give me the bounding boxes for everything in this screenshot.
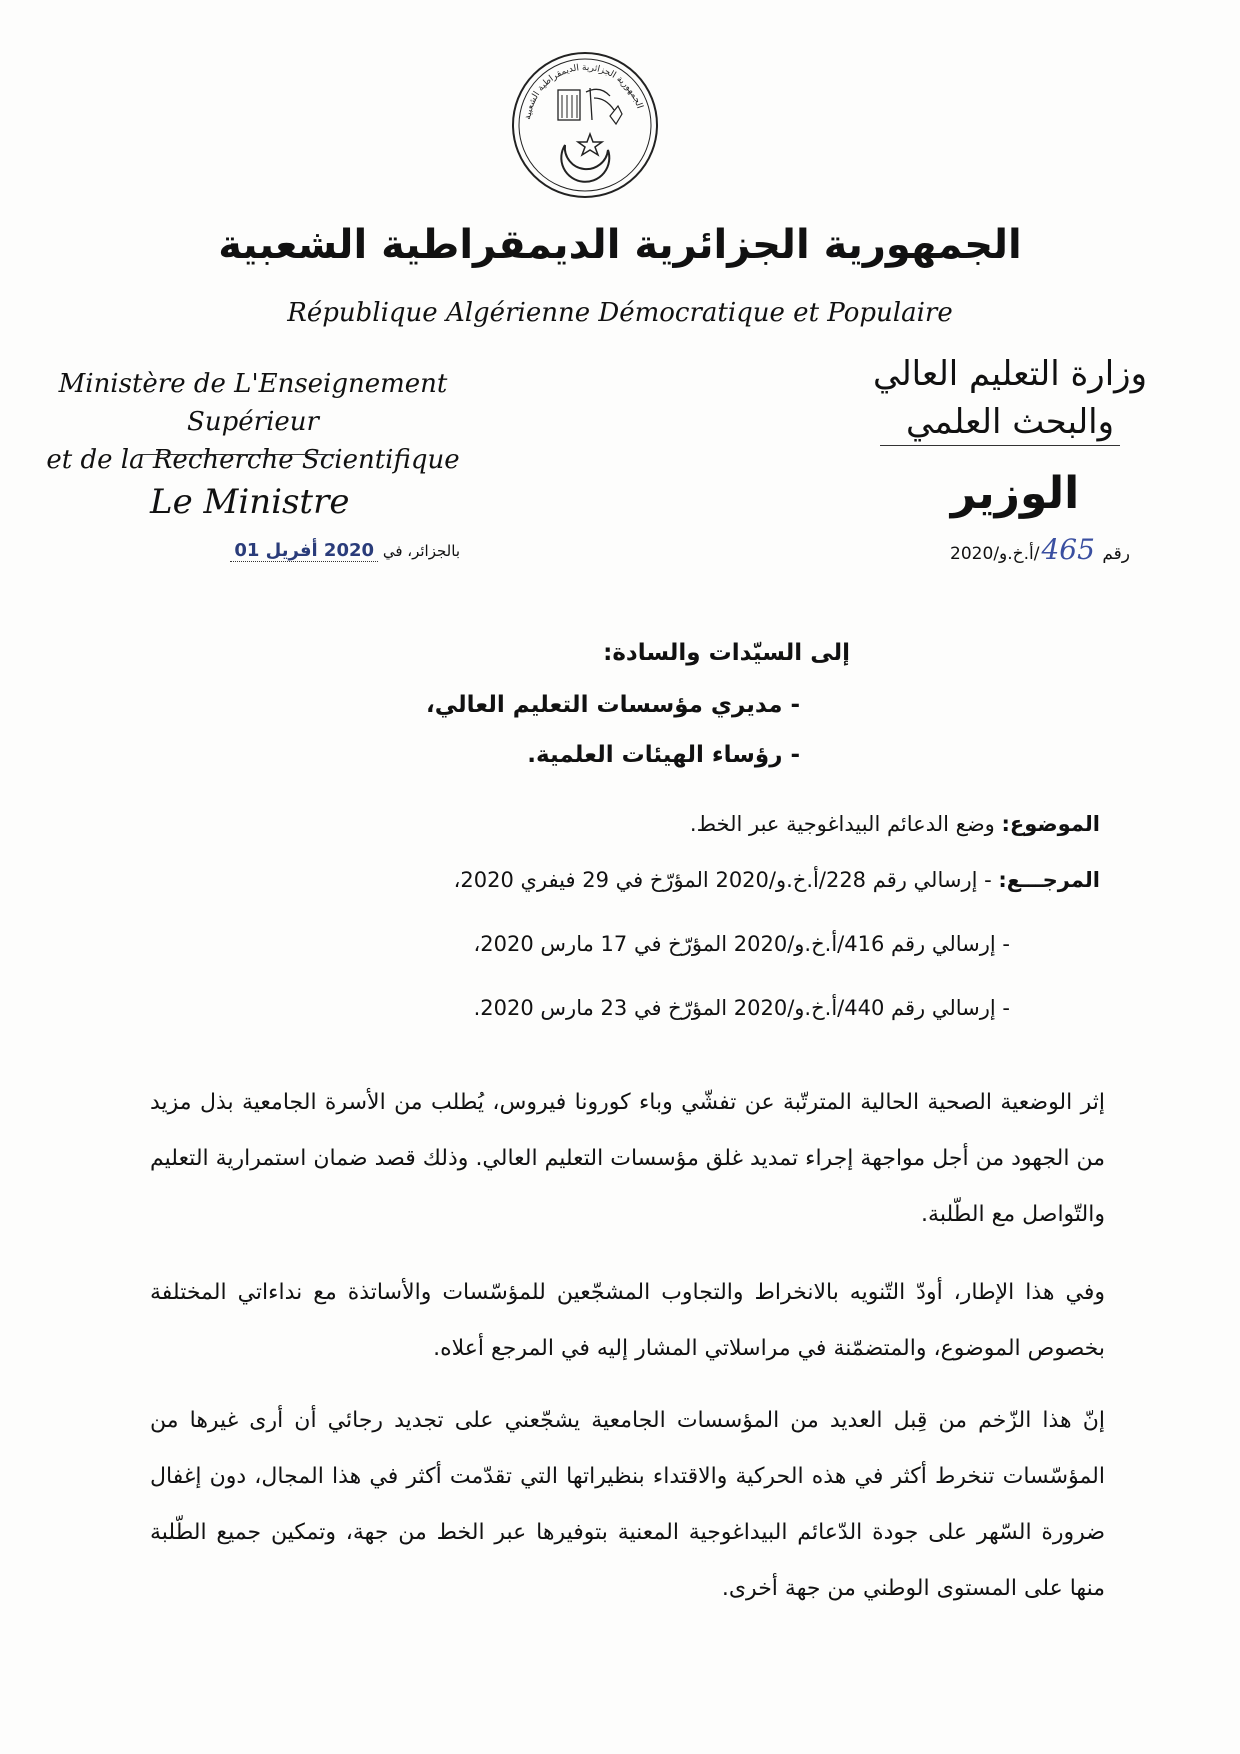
divider-arabic [880, 445, 1120, 446]
body-paragraph: إنّ هذا الزّخم من قِبل العديد من المؤسسات الجامعية يشجّعني على تجديد رجائي أن أرى غيرها من المؤسّسات تنخرط أكثر في هذه الحركية والاقتداء بنظيراتها التي تقدّمت أكثر في هذا المجال، دون إغفال ضرورة السّهر على جودة الدّعائم البيداغوجية المعنية بتوفيرها عبر الخط من جهة، وتمكين جميع الطّلبة منها على المستوى الوطني من جهة أخرى. [150, 1408, 1105, 1601]
subject-line [150, 812, 1100, 836]
reference-item: - إرسالي رقم 416/أ.خ.و/2020 المؤرّخ في 17 مارس 2020، [473, 932, 1010, 956]
reference-item: - إرسالي رقم 440/أ.خ.و/2020 المؤرّخ في 23 مارس 2020. [473, 996, 1010, 1020]
ministry-arabic [850, 350, 1170, 446]
arabic-republic-title: الجمهورية الجزائرية الديمقراطية الشعبية [218, 222, 1022, 268]
ministry-french-line1: Ministère de L'Enseignement Supérieur [58, 369, 448, 437]
ministry-arabic-line1: وزارة التعليم العالي [872, 354, 1147, 394]
date-stamp: 2020 أفريل 01 [230, 540, 378, 562]
ref-suffix: /أ.خ.و/2020 [950, 544, 1040, 564]
body-paragraph: وفي هذا الإطار، أودّ التّنويه بالانخراط والتجاوب المشجّعين للمؤسّسات والأساتذة مع نداءاتي المختلفة بخصوص الموضوع، والمتضمّنة في مراسلاتي المشار إليه في المرجع أعلاه. [150, 1280, 1105, 1361]
place-and-date [160, 540, 460, 561]
reference-label: المرجـــع: [998, 868, 1100, 892]
ref-handwritten-number: 465 [1041, 533, 1095, 566]
recipient-item: - مديري مؤسسات التعليم العالي، [425, 692, 800, 718]
place-prefix: بالجزائر، في [382, 542, 460, 560]
body-paragraph: إثر الوضعية الصحية الحالية المترتّبة عن تفشّي وباء كورونا فيروس، يُطلب من الأسرة الجامعية بذل مزيد من الجهود من أجل مواجهة إجراء تمديد غلق مؤسسات التعليم العالي. وذلك قصد ضمان استمرارية التعليم والتّواصل مع الطّلبة. [150, 1090, 1105, 1227]
ministry-arabic-line2: والبحث العلمي [905, 402, 1115, 442]
emblem-ring-text: الجمهورية الجزائرية الديمقراطية الشعبية [523, 62, 645, 121]
reference-item: - إرسالي رقم 228/أ.خ.و/2020 المؤرّخ في 29 فيفري 2020، [453, 868, 999, 892]
recipients-heading: إلى السيّدات والسادة: [603, 640, 850, 666]
reference-line [150, 868, 1100, 892]
author-french: Le Ministre [150, 482, 350, 522]
divider-french [140, 454, 335, 455]
ref-prefix: رقم [1102, 544, 1130, 564]
author-arabic: الوزير [950, 468, 1080, 519]
french-republic-title: République Algérienne Démocratique et Populaire [287, 298, 953, 328]
subject-label: الموضوع: [1001, 812, 1100, 836]
recipient-item: - رؤساء الهيئات العلمية. [527, 742, 800, 768]
subject-text: وضع الدعائم البيداغوجية عبر الخط. [689, 812, 1002, 836]
ministry-french-line2: et de la Recherche Scientifique [46, 445, 460, 475]
reference-number [870, 533, 1130, 566]
ministry-french [18, 365, 488, 479]
national-emblem [510, 50, 660, 200]
